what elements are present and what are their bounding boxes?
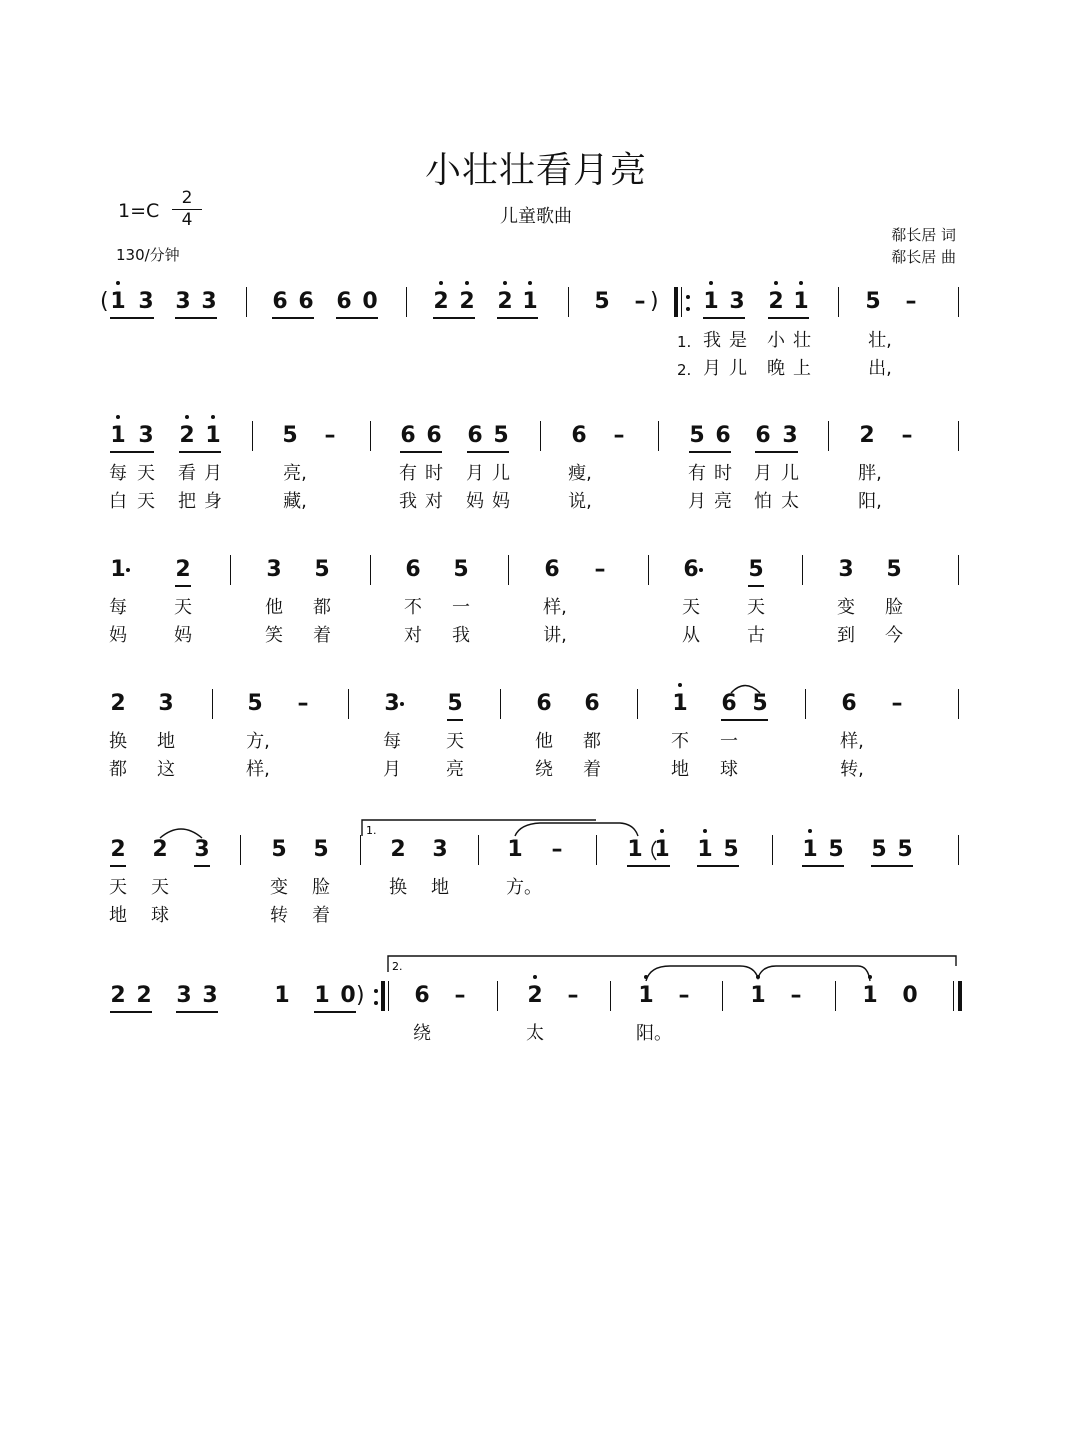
note-symbol: 5 [247, 691, 263, 716]
lyric-text: 亮 [446, 759, 464, 780]
lyric-text: 都 [313, 597, 331, 618]
verse-number: 1. [677, 333, 692, 351]
note-symbol: – [297, 691, 309, 716]
lyric-text: 是 [729, 330, 747, 351]
note-symbol: 1 [522, 289, 538, 314]
note-symbol: 2 [152, 837, 168, 862]
lyric-text: 时 [714, 463, 732, 484]
note-symbol: 5 [594, 289, 610, 314]
note-symbol: 1 [750, 983, 766, 1008]
note-symbol: 5 [752, 691, 768, 716]
note-symbol: 1 [703, 289, 719, 314]
lyric-text: 藏, [283, 491, 307, 512]
note-symbol: 0 [902, 983, 918, 1008]
lyric-text: 换 [109, 731, 127, 752]
note-symbol: 6 [467, 423, 483, 448]
note-symbol: 3 [384, 691, 400, 716]
note-symbol: 3 [432, 837, 448, 862]
lyric-text: 胖, [858, 463, 882, 484]
note-symbol: – [594, 557, 606, 582]
lyric-text: 瘦, [568, 463, 592, 484]
lyric-text: 对 [425, 491, 443, 512]
lyric-text: 转, [840, 759, 864, 780]
note-symbol: 5 [828, 837, 844, 862]
note-symbol: 6 [755, 423, 771, 448]
lyric-text: 太 [781, 491, 799, 512]
lyric-text: 着 [312, 905, 330, 926]
lyric-text: 壮 [793, 330, 811, 351]
lyric-text: 上 [793, 358, 811, 379]
note-symbol: 5 [453, 557, 469, 582]
note-symbol: 1 [205, 423, 221, 448]
note-symbol: 1 [274, 983, 290, 1008]
lyric-text: 阳, [858, 491, 882, 512]
note-symbol: – [891, 691, 903, 716]
note-symbol: 2 [433, 289, 449, 314]
note-symbol: 6 [272, 289, 288, 314]
lyric-text: 阳。 [636, 1023, 672, 1044]
lyric-text: 天 [174, 597, 192, 618]
note-symbol: 2 [110, 691, 126, 716]
note-symbol: 3 [202, 983, 218, 1008]
lyric-text: 每 [109, 597, 127, 618]
lyric-text: 月 [754, 463, 772, 484]
lyric-text: 妈 [174, 625, 192, 646]
note-symbol: 6 [715, 423, 731, 448]
tie [646, 966, 870, 981]
parenthesis: ) [650, 289, 659, 314]
lyric-text: 天 [151, 877, 169, 898]
note-symbol: 0 [340, 983, 356, 1008]
parenthesis: ) [356, 983, 365, 1008]
lyric-text: 换 [389, 877, 407, 898]
note-symbol: 5 [493, 423, 509, 448]
lyric-text: 转 [270, 905, 288, 926]
note-symbol: – [551, 837, 563, 862]
lyric-text: 讲, [543, 625, 567, 646]
lyric-text: 小 [767, 330, 785, 351]
note-symbol: 6 [405, 557, 421, 582]
lyric-text: 时 [425, 463, 443, 484]
composer-credit: 郗长居 曲 [891, 248, 956, 266]
note-symbol: 6 [414, 983, 430, 1008]
note-symbol: 3 [266, 557, 282, 582]
note-symbol: 1 [638, 983, 654, 1008]
lyric-text: 月 [204, 463, 222, 484]
lyric-text: 一 [720, 731, 738, 752]
lyric-text: 地 [671, 759, 689, 780]
tie [515, 823, 638, 836]
note-symbol: – [905, 289, 917, 314]
lyric-text: 绕 [535, 759, 553, 780]
lyric-text: 古 [747, 625, 765, 646]
lyric-text: 儿 [492, 463, 510, 484]
note-symbol: 3 [201, 289, 217, 314]
slur [160, 829, 202, 838]
lyric-text: 月 [383, 759, 401, 780]
lyric-text: 天 [682, 597, 700, 618]
lyric-text: 对 [404, 625, 422, 646]
note-symbol: – [790, 983, 802, 1008]
lyric-text: 妈 [466, 491, 484, 512]
lyric-text: 有 [399, 463, 417, 484]
note-symbol: 1 [697, 837, 713, 862]
song-subtitle: 儿童歌曲 [500, 206, 572, 227]
lyric-text: 我 [703, 330, 721, 351]
lyricist-credit: 郗长居 词 [891, 226, 956, 244]
lyric-text: 每 [109, 463, 127, 484]
lyric-text: 晚 [767, 358, 785, 379]
lyric-text: 样, [246, 759, 270, 780]
lyric-text: 儿 [729, 358, 747, 379]
note-symbol: 3 [782, 423, 798, 448]
note-symbol: 1 [110, 289, 126, 314]
note-symbol: 3 [194, 837, 210, 862]
lyric-text: 今 [885, 625, 903, 646]
note-symbol: 5 [871, 837, 887, 862]
note-symbol: 5 [282, 423, 298, 448]
lyric-text: 球 [151, 905, 169, 926]
note-symbol: 2 [390, 837, 406, 862]
lyric-text: 样, [543, 597, 567, 618]
lyric-text: 每 [383, 731, 401, 752]
note-symbol: 3 [729, 289, 745, 314]
lyric-text: 怕 [754, 491, 772, 512]
lyric-text: 脸 [312, 877, 330, 898]
lyric-text: 白 [109, 491, 127, 512]
note-symbol: – [901, 423, 913, 448]
note-symbol: 1 [862, 983, 878, 1008]
note-symbol: 2 [527, 983, 543, 1008]
note-symbol: 1 [627, 837, 643, 862]
note-symbol: 6 [426, 423, 442, 448]
note-symbol: 1 [654, 837, 670, 862]
note-symbol: 6 [544, 557, 560, 582]
lyric-text: 球 [720, 759, 738, 780]
lyric-text: 天 [137, 463, 155, 484]
note-symbol: 3 [176, 983, 192, 1008]
note-symbol: 6 [721, 691, 737, 716]
lyric-text: 他 [265, 597, 283, 618]
time-signature-bottom: 4 [181, 210, 193, 230]
song-title: 小壮壮看月亮 [424, 150, 647, 191]
note-symbol: 1 [672, 691, 688, 716]
note-symbol: 2 [497, 289, 513, 314]
lyric-text: 着 [313, 625, 331, 646]
lyric-text: 方。 [506, 877, 542, 898]
lyric-text: 样, [840, 731, 864, 752]
note-symbol: 2 [768, 289, 784, 314]
lyric-text: 他 [535, 731, 553, 752]
lyric-text: 看 [178, 463, 196, 484]
note-symbol: 1 [110, 423, 126, 448]
note-symbol: 2 [136, 983, 152, 1008]
lyric-text: 月 [466, 463, 484, 484]
lyric-text: 有 [688, 463, 706, 484]
note-symbol: 5 [886, 557, 902, 582]
lyric-text: 天 [109, 877, 127, 898]
volta-label: 2. [392, 960, 403, 973]
note-symbol: 2 [859, 423, 875, 448]
note-symbol: – [613, 423, 625, 448]
lyric-text: 天 [137, 491, 155, 512]
note-symbol: 5 [897, 837, 913, 862]
note-symbol: – [634, 289, 646, 314]
lyric-text: 妈 [492, 491, 510, 512]
lyric-text: 月 [688, 491, 706, 512]
tempo-marking: 130/分钟 [116, 246, 180, 264]
lyric-text: 身 [204, 491, 222, 512]
lyric-text: 儿 [781, 463, 799, 484]
note-symbol: 5 [865, 289, 881, 314]
volta-label: 1. [366, 824, 377, 837]
note-symbol: 6 [298, 289, 314, 314]
lyric-text: 把 [178, 491, 196, 512]
verse-number: 2. [677, 361, 692, 379]
note-symbol: – [324, 423, 336, 448]
lyric-text: 笑 [265, 625, 283, 646]
key-signature: 1=C [118, 200, 160, 222]
lyric-text: 从 [682, 625, 700, 646]
paren-glyph [652, 841, 656, 860]
lyric-text: 太 [526, 1023, 544, 1044]
note-symbol: – [454, 983, 466, 1008]
note-symbol: 5 [689, 423, 705, 448]
note-symbol: 3 [158, 691, 174, 716]
lyric-text: 月 [703, 358, 721, 379]
note-symbol: 1 [110, 557, 126, 582]
lyric-text: 地 [157, 731, 175, 752]
lyric-text: 绕 [413, 1023, 431, 1044]
lyric-text: 我 [452, 625, 470, 646]
lyric-text: 脸 [885, 597, 903, 618]
note-symbol: 3 [138, 423, 154, 448]
lyric-text: 到 [837, 625, 855, 646]
parenthesis: ( [100, 289, 109, 314]
time-signature-top: 2 [181, 188, 193, 208]
note-symbol: 3 [175, 289, 191, 314]
note-symbol: 6 [683, 557, 699, 582]
lyric-text: 不 [671, 731, 689, 752]
note-symbol: 5 [314, 557, 330, 582]
lyric-text: 变 [270, 877, 288, 898]
note-symbol: 3 [838, 557, 854, 582]
lyric-text: 说, [568, 491, 592, 512]
lyric-text: 亮 [714, 491, 732, 512]
lyric-text: 一 [452, 597, 470, 618]
lyric-text: 着 [583, 759, 601, 780]
note-symbol: 2 [459, 289, 475, 314]
lyric-text: 妈 [109, 625, 127, 646]
note-symbol: 5 [723, 837, 739, 862]
lyric-text: 地 [109, 905, 127, 926]
note-symbol: 2 [179, 423, 195, 448]
note-symbol: 1 [793, 289, 809, 314]
note-symbol: 6 [400, 423, 416, 448]
note-symbol: 1 [314, 983, 330, 1008]
lyric-text: 出, [868, 358, 892, 379]
slur [731, 686, 760, 694]
lyric-text: 亮, [283, 463, 307, 484]
lyric-text: 都 [109, 759, 127, 780]
note-symbol: 5 [313, 837, 329, 862]
note-symbol: 2 [175, 557, 191, 582]
note-symbol: 2 [110, 983, 126, 1008]
note-symbol: 6 [336, 289, 352, 314]
volta-bracket [388, 956, 956, 972]
note-symbol: – [678, 983, 690, 1008]
note-symbol: 1 [507, 837, 523, 862]
note-symbol: 5 [271, 837, 287, 862]
lyric-text: 方, [246, 731, 270, 752]
lyric-text: 不 [404, 597, 422, 618]
note-symbol: 0 [362, 289, 378, 314]
note-symbol: 6 [584, 691, 600, 716]
lyric-text: 地 [431, 877, 449, 898]
lyric-text: 壮, [868, 330, 892, 351]
lyric-text: 我 [399, 491, 417, 512]
note-symbol: – [567, 983, 579, 1008]
lyric-text: 都 [583, 731, 601, 752]
note-symbol: 6 [841, 691, 857, 716]
lyric-text: 这 [157, 759, 175, 780]
note-symbol: 6 [571, 423, 587, 448]
lyric-text: 天 [446, 731, 464, 752]
note-symbol: 3 [138, 289, 154, 314]
lyric-text: 天 [747, 597, 765, 618]
note-symbol: 5 [447, 691, 463, 716]
lyric-text: 变 [837, 597, 855, 618]
note-symbol: 6 [536, 691, 552, 716]
note-symbol: 2 [110, 837, 126, 862]
note-symbol: 1 [802, 837, 818, 862]
note-symbol: 5 [748, 557, 764, 582]
